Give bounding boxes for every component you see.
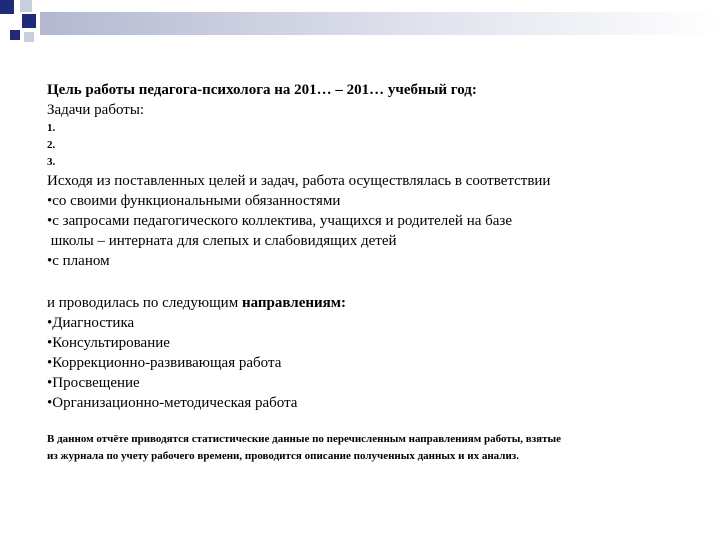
- decor-square: [10, 30, 20, 40]
- header-decoration: [0, 0, 720, 52]
- basis-item: •с планом: [47, 253, 110, 269]
- tasks-label: Задачи работы:: [47, 102, 145, 118]
- decor-square: [0, 0, 14, 14]
- directions-intro-plain: и проводилась по следующим: [47, 295, 242, 311]
- task-number: 3.: [47, 156, 56, 168]
- task-number: 2.: [47, 139, 56, 151]
- header-gradient-bar: [40, 12, 720, 35]
- directions-intro: [47, 293, 712, 313]
- direction-item: •Диагностика: [47, 315, 135, 331]
- direction-item: •Коррекционно-развивающая работа: [47, 355, 282, 371]
- report-note-line: В данном отчёте приводятся статистические данные по перечисленным направлениям работы, взятые: [47, 433, 561, 445]
- decor-square: [22, 14, 36, 28]
- decor-square: [20, 0, 32, 12]
- decor-square: [24, 32, 34, 42]
- task-number: 1.: [47, 122, 56, 134]
- basis-item: •со своими функциональными обязанностями: [47, 193, 341, 209]
- direction-item: •Консультирование: [47, 335, 170, 351]
- direction-item: •Организационно-методическая работа: [47, 395, 298, 411]
- basis-item: школы – интерната для слепых и слабовидящих детей: [47, 233, 397, 249]
- basis-item: •с запросами педагогического коллектива, учащихся и родителей на базе: [47, 213, 513, 229]
- report-note-line: из журнала по учету рабочего времени, проводится описание полученных данных и их анализ.: [47, 450, 519, 462]
- document-body: [47, 80, 712, 465]
- basis-intro: Исходя из поставленных целей и задач, работа осуществлялась в соответствии: [47, 173, 551, 189]
- goal-line: Цель работы педагога-психолога на 201… – 201… учебный год:: [47, 82, 477, 98]
- direction-item: •Просвещение: [47, 375, 140, 391]
- directions-intro-bold: направлениям:: [241, 295, 346, 311]
